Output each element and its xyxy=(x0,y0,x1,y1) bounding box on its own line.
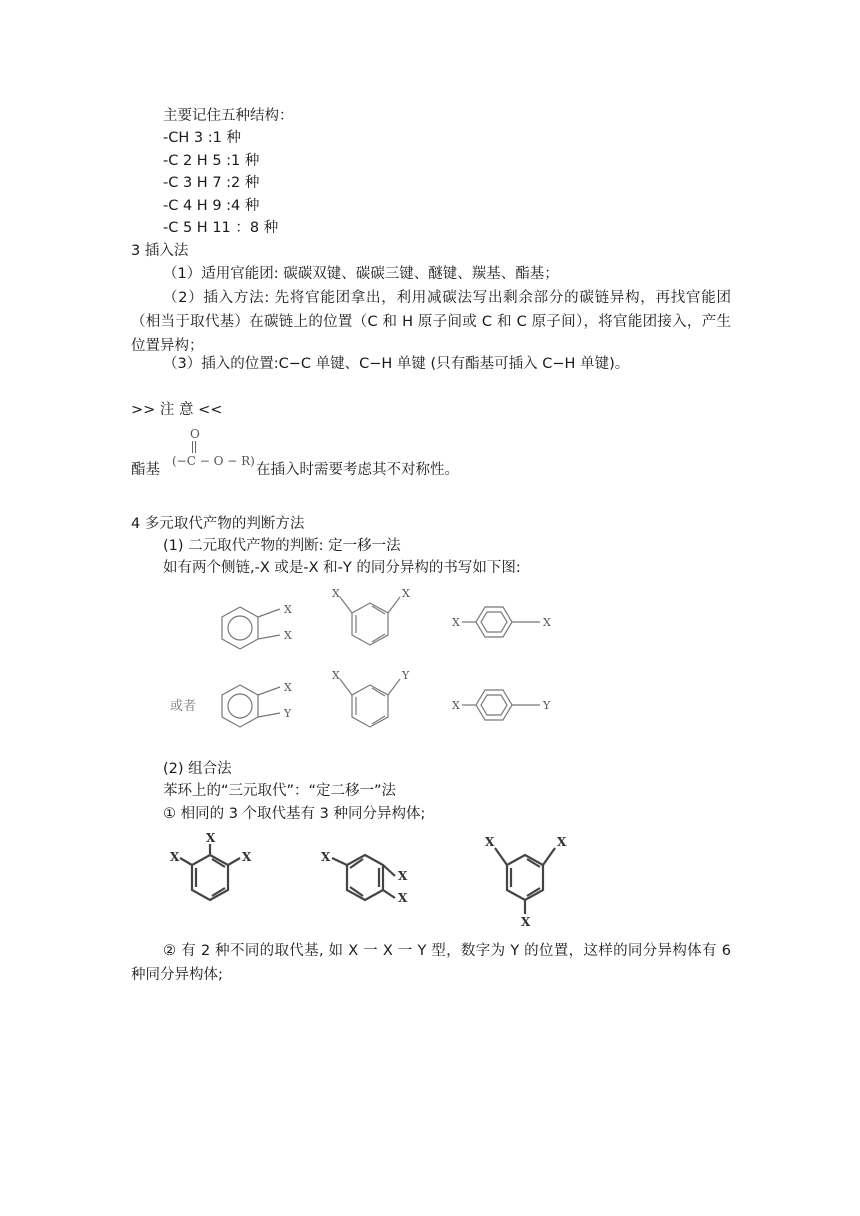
section4-point2: ② 有 2 种不同的取代基, 如 X 一 X 一 Y 型，数字为 Y 的位置，这样的同分异构体有 6 种同分异构体; xyxy=(131,943,731,983)
sub-label-x: X xyxy=(170,850,180,864)
structure-item: -C 4 H 9 :4 种 xyxy=(163,198,260,214)
ester-structure-figure xyxy=(170,425,256,475)
benzene-ring xyxy=(347,855,383,900)
trisubstitution-figure xyxy=(160,830,580,930)
ester-oxygen: O xyxy=(190,427,200,441)
benzene-ring xyxy=(222,607,258,649)
section3-p3: （3）插入的位置:C−C 单键、C−H 单键 (只有酯基可插入 C−H 单键)。 xyxy=(163,356,630,372)
benzene-ring xyxy=(352,685,388,727)
ester-formula: (−C − O − R) xyxy=(172,454,255,468)
sub-label-x: X xyxy=(452,616,460,629)
section4-sub1: (1) 二元取代产物的判断: 定一移一法 xyxy=(163,538,401,554)
aromatic-circle xyxy=(228,616,252,640)
section4-sub2: (2) 组合法 xyxy=(163,761,232,777)
section4-sub2-desc: 苯环上的“三元取代”：“定二移一”法 xyxy=(163,783,397,799)
sub-label-x: X xyxy=(398,869,408,883)
sub-label-x: X xyxy=(242,850,252,864)
sub-label-x: X xyxy=(284,681,292,694)
sub-label-x: X xyxy=(402,587,410,600)
structure-item: -CH 3 :1 种 xyxy=(163,130,241,146)
section3-p2: （2）插入方法: 先将官能团拿出，利用减碳法写出剩余部分的碳链异构，再找官能团（相当于取代基）在碳链上的位置（C 和 H 原子间或 C 和 C 原子间），将官能团接入，产生位置异构； xyxy=(131,290,731,354)
structures-intro: 主要记住五种结构： xyxy=(163,108,294,124)
note-title: >> 注 意 << xyxy=(131,402,223,418)
sub-label-x: X xyxy=(485,835,495,849)
structure-item: -C 3 H 7 :2 种 xyxy=(163,175,260,191)
disubstitution-figure xyxy=(160,585,580,735)
benzene-ring xyxy=(222,685,258,727)
structure-item: -C 5 H 11 ：8 种 xyxy=(163,220,279,236)
sub-label-y: Y xyxy=(284,707,292,720)
structure-item: -C 2 H 5 :1 种 xyxy=(163,153,260,169)
sub-label-x: X xyxy=(452,699,460,712)
sub-label-x: X xyxy=(284,603,292,616)
sub-label-x: X xyxy=(321,850,331,864)
sub-label-y: Y xyxy=(402,669,410,682)
sub-label-x: X xyxy=(557,835,567,849)
ester-text: 在插入时需要考虑其不对称性。 xyxy=(256,462,459,478)
sub-label-y: Y xyxy=(543,699,551,712)
or-label: 或者 xyxy=(170,699,197,714)
section4-sub1-desc: 如有两个侧链,-X 或是-X 和-Y 的同分异构的书写如下图: xyxy=(163,560,521,576)
benzene-ring xyxy=(507,855,543,900)
section3-p1: （1）适用官能团: 碳碳双键、碳碳三键、醚键、羰基、酯基； xyxy=(163,266,559,282)
aromatic-circle xyxy=(228,694,252,718)
benzene-ring xyxy=(192,855,228,900)
sub-label-x: X xyxy=(332,587,340,600)
section4-heading: 4 多元取代产物的判断方法 xyxy=(131,516,305,532)
sub-label-x: X xyxy=(521,915,531,929)
benzene-ring xyxy=(352,603,388,645)
sub-label-x: X xyxy=(284,629,292,642)
section3-heading: 3 插入法 xyxy=(131,243,189,259)
sub-label-x: X xyxy=(206,831,216,845)
sub-label-x: X xyxy=(543,616,551,629)
sub-label-x: X xyxy=(398,891,408,905)
section4-point1: ① 相同的 3 个取代基有 3 种同分异构体; xyxy=(163,806,426,822)
sub-label-x: X xyxy=(332,669,340,682)
ester-label: 酯基 xyxy=(131,462,160,478)
